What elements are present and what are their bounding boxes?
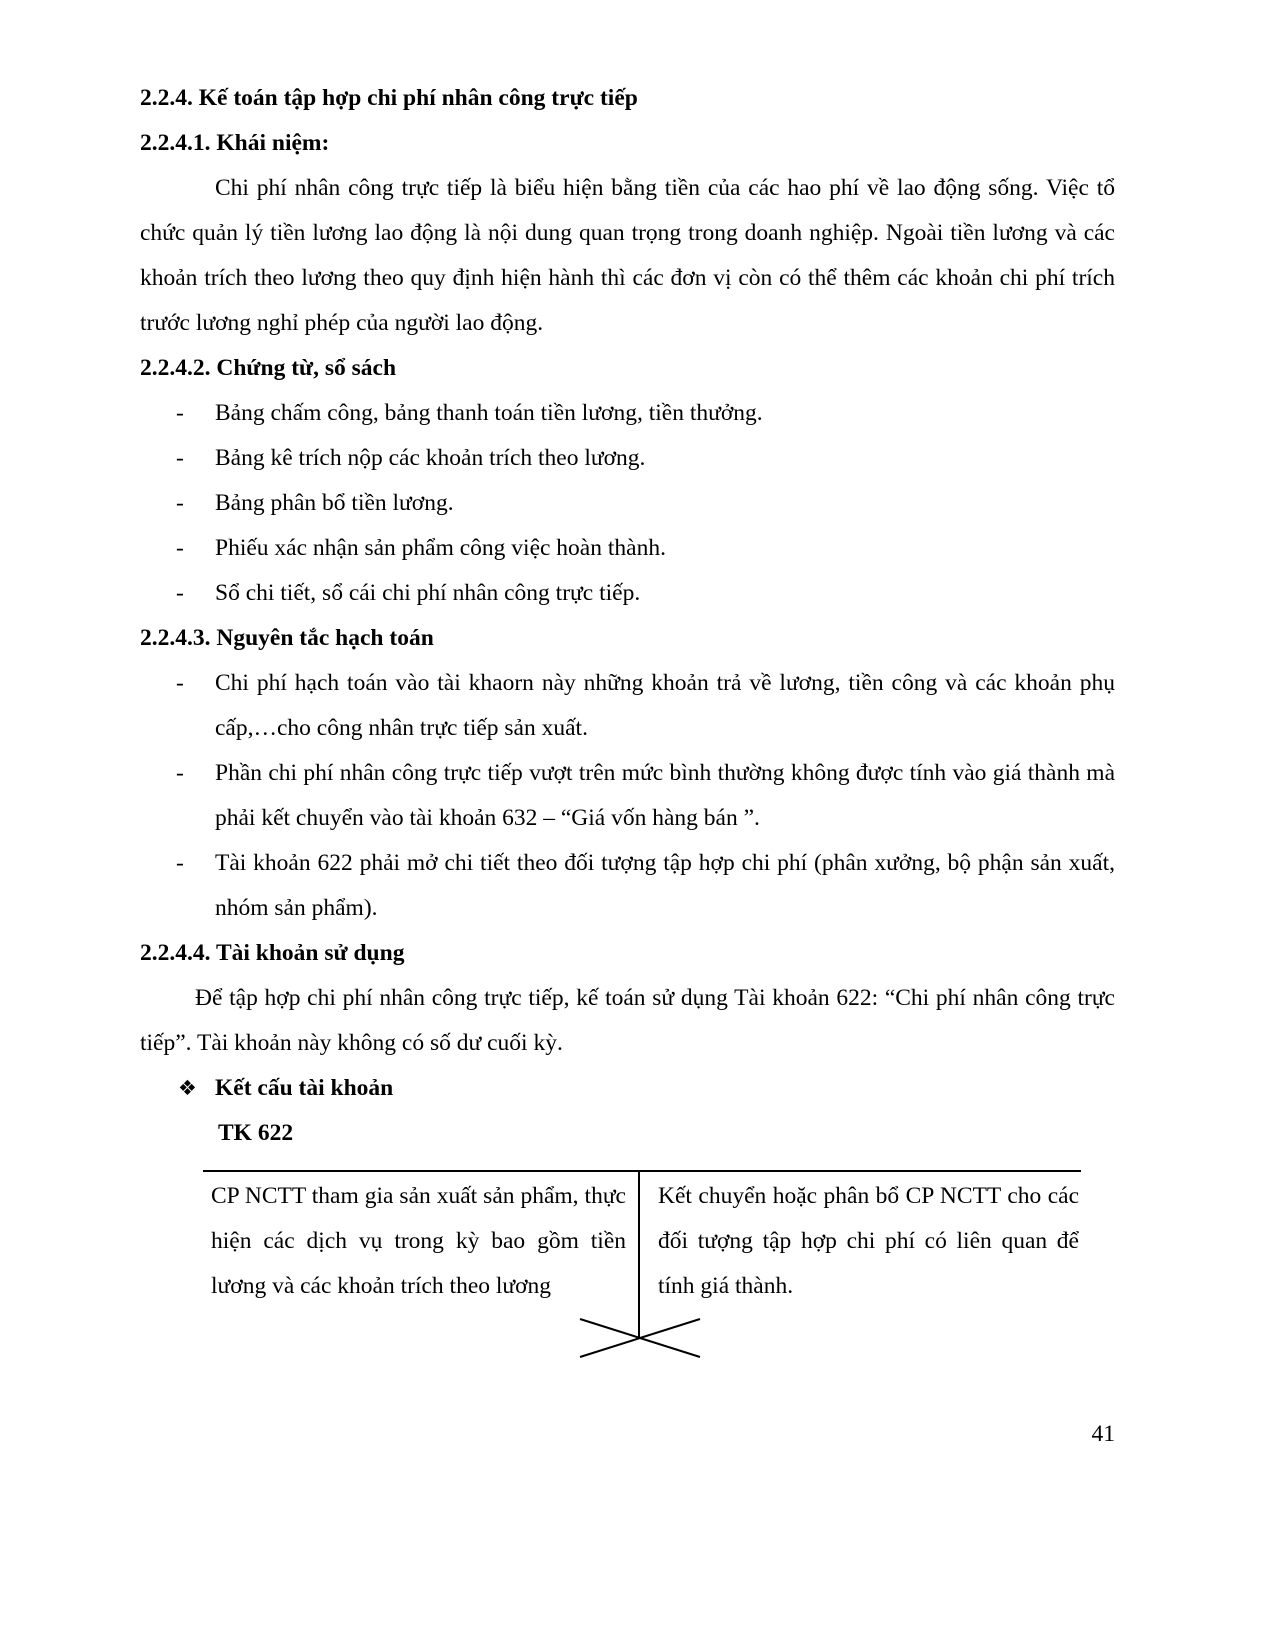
dash-bullet-icon: -	[176, 445, 184, 471]
t-account	[203, 1170, 1081, 1337]
page-number: 41	[1091, 1421, 1115, 1447]
t-account-debit-cell	[203, 1172, 640, 1337]
list-item	[140, 751, 1115, 841]
paragraph-khai-niem: Chi phí nhân công trực tiếp là biểu hiện bằng tiền của các hao phí về lao động sống. Việc tổ chức quản lý tiền lương lao động là nội dung quan trọng trong doanh nghiệp. Ngoài tiền lương và các khoản trích theo lương theo quy định hiện hành thì các đơn vị còn có thể thêm các khoản chi phí trích trước lương nghỉ phép của người lao động.	[140, 175, 1115, 336]
section-heading-main: 2.2.4. Kế toán tập hợp chi phí nhân công trực tiếp	[140, 85, 638, 111]
list-item	[140, 391, 1115, 436]
t-account-credit-cell	[640, 1172, 1081, 1337]
list-item	[140, 661, 1115, 751]
subsection-heading-tai-khoan: 2.2.4.4. Tài khoản sử dụng	[140, 940, 405, 966]
dash-bullet-icon: -	[176, 400, 184, 426]
list-item-text: Bảng phân bổ tiền lương.	[215, 490, 454, 516]
list-item-text: Bảng chấm công, bảng thanh toán tiền lương, tiền thưởng.	[215, 400, 763, 426]
dash-bullet-icon: -	[176, 760, 184, 786]
dash-bullet-icon: -	[176, 535, 184, 561]
list-item	[140, 571, 1115, 616]
list-item	[140, 841, 1115, 931]
list-item-text: Tài khoản 622 phải mở chi tiết theo đối tượng tập hợp chi phí (phân xưởng, bộ phận sản xuất, nhóm sản phẩm).	[215, 850, 1115, 921]
dash-bullet-icon: -	[176, 490, 184, 516]
dash-bullet-icon: -	[176, 850, 184, 876]
t-account-credit-text: Kết chuyển hoặc phân bổ CP NCTT cho các đối tượng tập hợp chi phí có liên quan để tính giá thành.	[658, 1183, 1079, 1299]
account-number-label: TK 622	[218, 1120, 294, 1146]
list-item-text: Chi phí hạch toán vào tài khaorn này những khoản trả về lương, tiền công và các khoản phụ cấp,…cho công nhân trực tiếp sản xuất.	[215, 670, 1115, 741]
list-item-text: Bảng kê trích nộp các khoản trích theo lương.	[215, 445, 646, 471]
list-item-text: Phần chi phí nhân công trực tiếp vượt trên mức bình thường không được tính vào giá thành mà phải kết chuyển vào tài khoản 632 – “Giá vốn hàng bán ”.	[215, 760, 1115, 831]
diamond-bullet-icon: ❖	[178, 1076, 197, 1100]
subsection-heading-khai-niem: 2.2.4.1. Khái niệm:	[140, 130, 330, 156]
list-item	[140, 481, 1115, 526]
dash-bullet-icon: -	[176, 670, 184, 696]
t-account-debit-text: CP NCTT tham gia sản xuất sản phẩm, thực hiện các dịch vụ trong kỳ bao gồm tiền lương và các khoản trích theo lương	[211, 1183, 626, 1299]
list-item	[140, 526, 1115, 571]
subsection-heading-chung-tu: 2.2.4.2. Chứng từ, sổ sách	[140, 355, 397, 381]
bullet-list-nguyen-tac	[140, 661, 1115, 931]
paragraph-tai-khoan: Để tập hợp chi phí nhân công trực tiếp, kế toán sử dụng Tài khoản 622: “Chi phí nhân công trực tiếp”. Tài khoản này không có số dư cuối kỳ.	[140, 985, 1115, 1056]
account-close-x-icon	[578, 1311, 702, 1363]
list-item-text: Phiếu xác nhận sản phẩm công việc hoàn thành.	[215, 535, 666, 561]
subsection-heading-nguyen-tac: 2.2.4.3. Nguyên tắc hạch toán	[140, 625, 434, 651]
bullet-list-chung-tu	[140, 391, 1115, 616]
dash-bullet-icon: -	[176, 580, 184, 606]
account-structure-label: Kết cấu tài khoản	[215, 1075, 394, 1101]
account-structure-label-row	[140, 1066, 1115, 1111]
list-item	[140, 436, 1115, 481]
list-item-text: Sổ chi tiết, sổ cái chi phí nhân công trực tiếp.	[215, 580, 641, 606]
